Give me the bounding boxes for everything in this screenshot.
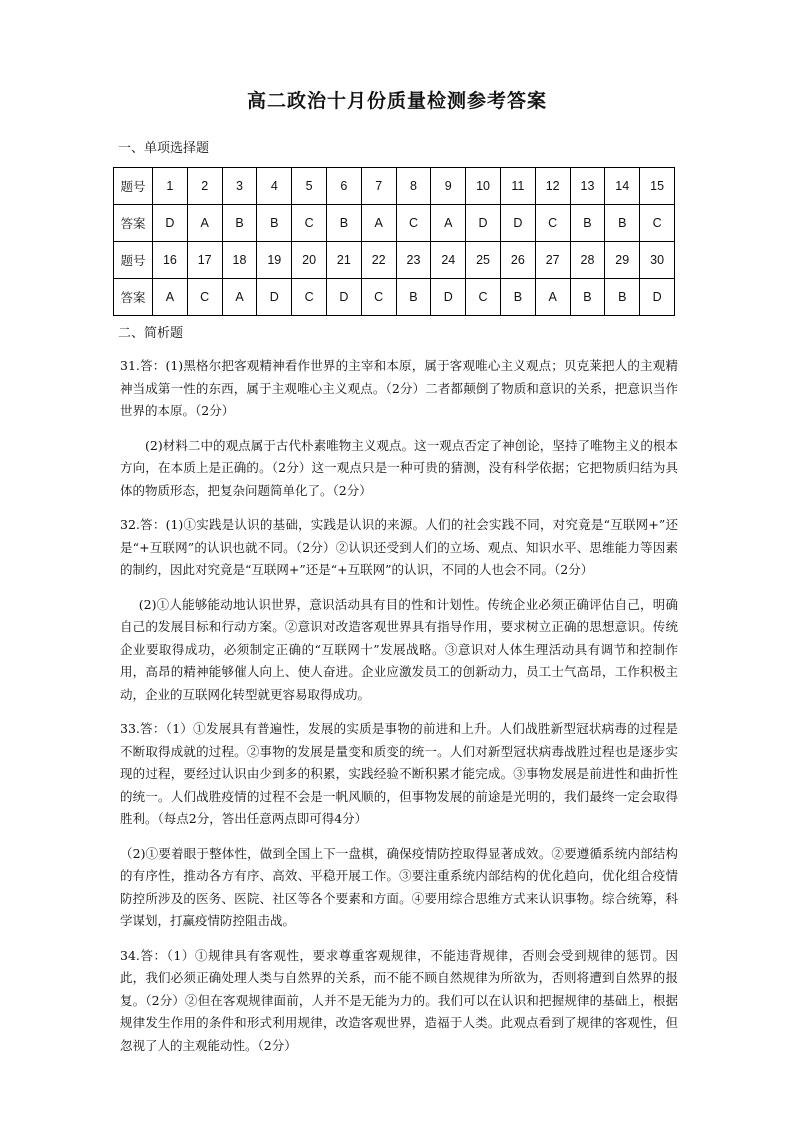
answer-31-part1: 31.答：(1)黑格尔把客观精神看作世界的主宰和本原，属于客观唯心主义观点；贝克莱把人的主观精神当成第一性的东西，属于主观唯心主义观点。（2分）二者都颠倒了物质和意识的关系，把意识当作世界的本原。（2分） (120, 358, 678, 418)
answer-cell: D (466, 205, 501, 242)
answer-cell: A (431, 205, 466, 242)
question-number-row (114, 168, 675, 205)
answer-cell: B (222, 205, 257, 242)
answer-33-part2: （2)①要着眼于整体性，做到全国上下一盘棋，确保疫情防控取得显著成效。②要遵循系统内部结构的有序性，推动各方有序、高效、平稳开展工作。③要注重系统内部结构的优化趋向，优化组合疫情防控所涉及的医务、医院、社区等各个要素和方面。④要用综合思维方式来认识事物。综合统筹，科学谋划，打赢疫情防控阻击战。 (120, 845, 678, 928)
question-number-cell: 3 (222, 168, 257, 205)
answer-cell: D (326, 279, 361, 316)
question-number-cell: 4 (257, 168, 292, 205)
question-number-cell: 25 (466, 242, 501, 279)
answer-cell: A (535, 279, 570, 316)
question-number-cell: 27 (535, 242, 570, 279)
answer-cell: B (605, 279, 640, 316)
question-number-cell: 5 (292, 168, 327, 205)
answer-cell: C (466, 279, 501, 316)
question-number-cell: 21 (326, 242, 361, 279)
page-title: 高二政治十月份质量检测参考答案 (246, 90, 547, 112)
answer-33-part1: 33.答：（1）①发展具有普遍性，发展的实质是事物的前进和上升。人们战胜新型冠状病毒的过程是不断取得成就的过程。②事物的发展是量变和质变的统一。人们对新型冠状病毒战胜过程也是逐步实现的过程，要经过认识由少到多的积累，实践经验不断积累才能完成。③事物发展是前进性和曲折性的统一。人们战胜疫情的过程不会是一帆风顺的，但事物发展的前途是光明的，我们最终一定会取得胜利。（每点2分，答出任意两点即可得4分） (120, 721, 678, 826)
answer-cell: C (292, 279, 327, 316)
question-number-cell: 15 (640, 168, 675, 205)
answer-cell: A (361, 205, 396, 242)
answer-cell: B (570, 205, 605, 242)
question-number-cell: 18 (222, 242, 257, 279)
answer-cell: D (500, 205, 535, 242)
question-number-cell: 19 (257, 242, 292, 279)
question-number-cell: 16 (153, 242, 188, 279)
question-number-cell: 14 (605, 168, 640, 205)
answer-cell: B (570, 279, 605, 316)
answer-cell: C (292, 205, 327, 242)
answer-cell: C (396, 205, 431, 242)
answer-cell: D (257, 279, 292, 316)
question-number-cell: 10 (466, 168, 501, 205)
answer-cell: C (361, 279, 396, 316)
question-number-label: 题号 (114, 242, 153, 279)
question-number-cell: 29 (605, 242, 640, 279)
question-number-cell: 30 (640, 242, 675, 279)
answer-cell: B (605, 205, 640, 242)
question-number-cell: 1 (153, 168, 188, 205)
answer-cell: D (640, 279, 675, 316)
answer-cell: B (500, 279, 535, 316)
question-number-cell: 11 (500, 168, 535, 205)
question-number-cell: 20 (292, 242, 327, 279)
section-heading-analysis: 二、简析题 (118, 326, 184, 341)
question-number-cell: 7 (361, 168, 396, 205)
answer-row (114, 279, 675, 316)
question-number-cell: 26 (500, 242, 535, 279)
answer-cell: B (396, 279, 431, 316)
answer-34-part1: 34.答：（1）①规律具有客观性，要求尊重客观规律，不能违背规律，否则会受到规律的惩罚。因此，我们必须正确处理人类与自然界的关系，而不能不顾自然规律为所欲为，否则将遭到自然界的报复。（2分）②但在客观规律面前，人并不是无能为力的。我们可以在认识和把握规律的基础上，根据规律发生作用的条件和形式利用规律，改造客观世界，造福于人类。此观点看到了规律的客观性，但忽视了人的主观能动性。（2分） (120, 947, 678, 1053)
answer-32-part2: (2)①人能够能动地认识世界，意识活动具有目的性和计划性。传统企业必须正确评估自己，明确自己的发展目标和行动方案。②意识对改造客观世界具有指导作用，要求树立正确的思想意识。传统企业要取得成功，必须制定正确的“互联网十”发展战略。③意识对人体生理活动具有调节和控制作用，高昂的精神能够催人向上、使人奋进。企业应激发员工的创新动力，员工士气高昂，工作积极主动，企业的互联网化转型就更容易取得成功。 (120, 596, 678, 702)
question-number-cell: 24 (431, 242, 466, 279)
answer-cell: B (257, 205, 292, 242)
answer-31-part2: (2)材料二中的观点属于古代朴素唯物主义观点。这一观点否定了神创论，坚持了唯物主义的根本方向，在本质上是正确的。（2分）这一观点只是一种可贵的猜测，没有科学依据；它把物质归结为具体的物质形态，把复杂问题简单化了。（2分） (120, 437, 678, 498)
question-number-cell: 9 (431, 168, 466, 205)
question-number-cell: 28 (570, 242, 605, 279)
question-number-cell: 8 (396, 168, 431, 205)
answers-content (120, 355, 678, 1069)
answer-cell: B (326, 205, 361, 242)
answer-cell: C (187, 279, 222, 316)
question-number-cell: 23 (396, 242, 431, 279)
question-number-row (114, 242, 675, 279)
answer-cell: A (187, 205, 222, 242)
answer-cell: A (153, 279, 188, 316)
answer-cell: D (153, 205, 188, 242)
question-number-cell: 6 (326, 168, 361, 205)
question-number-cell: 17 (187, 242, 222, 279)
question-number-cell: 22 (361, 242, 396, 279)
answer-label: 答案 (114, 279, 153, 316)
answer-cell: A (222, 279, 257, 316)
answer-cell: D (431, 279, 466, 316)
question-number-cell: 13 (570, 168, 605, 205)
section-heading-choice: 一、单项选择题 (118, 141, 210, 156)
question-number-label: 题号 (114, 168, 153, 205)
question-number-cell: 2 (187, 168, 222, 205)
answer-32-part1: 32.答：(1)①实践是认识的基础，实践是认识的来源。人们的社会实践不同，对究竟是“互联网+”还是“+互联网”的认识也就不同。（2分）②认识还受到人们的立场、观点、知识水平、思维能力等因素的制约，因此对究竟是“互联网+”还是“+互联网”的认识，不同的人也会不同。（2分） (120, 517, 678, 577)
answer-row (114, 205, 675, 242)
answer-cell: C (640, 205, 675, 242)
answer-label: 答案 (114, 205, 153, 242)
answer-cell: C (535, 205, 570, 242)
question-number-cell: 12 (535, 168, 570, 205)
answer-table (113, 167, 675, 316)
